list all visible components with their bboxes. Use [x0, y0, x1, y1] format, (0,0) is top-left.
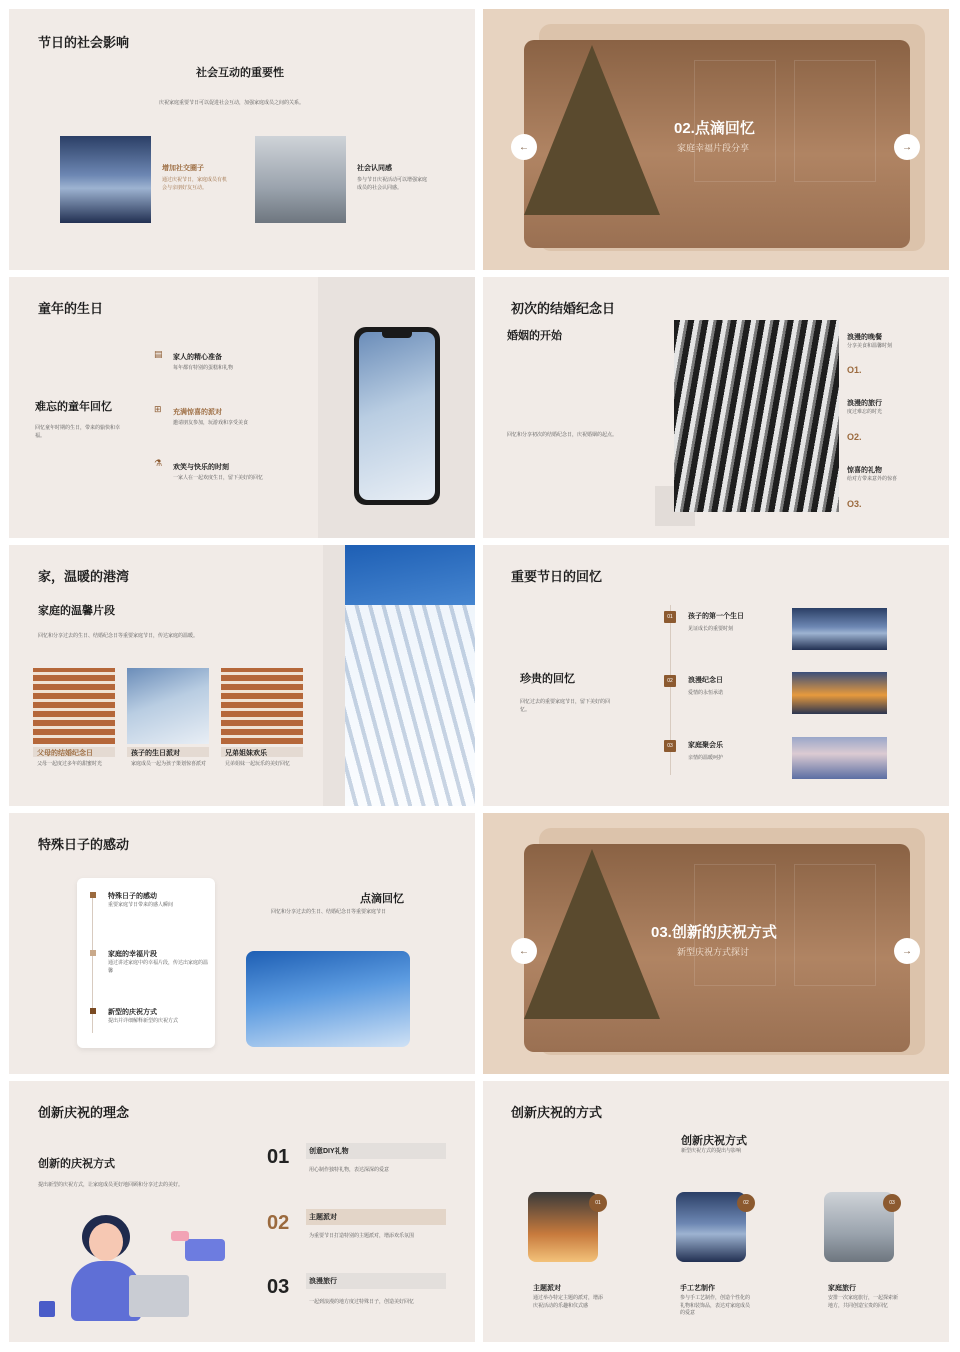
- item-title: 增加社交圈子: [162, 165, 204, 172]
- item-title: 特殊日子的感动: [108, 893, 157, 900]
- slide-first-anniversary: [483, 277, 949, 538]
- chat-bubble-icon: [185, 1239, 225, 1261]
- building-image: [33, 668, 115, 744]
- slide-subtitle: 婚姻的开始: [507, 330, 562, 342]
- mug-icon: [39, 1301, 55, 1317]
- slide-important-holidays: [483, 545, 949, 806]
- item-title: 浪漫的晚餐: [847, 334, 882, 341]
- item-desc: 家庭成员一起为孩子策划惊喜派对: [131, 761, 207, 767]
- item-desc: 每年都有特别的蛋糕和礼物: [173, 365, 234, 371]
- slide-desc: 回忆和分享过去的生日、结婚纪念日等重要家庭节日，传达家庭的温暖。: [38, 633, 199, 639]
- slide-title: 初次的结婚纪念日: [511, 301, 616, 316]
- item-title: 家庭的幸福片段: [108, 951, 157, 958]
- slide-section-03: [483, 813, 949, 1074]
- item-title: 欢笑与快乐的时刻: [173, 464, 229, 471]
- slide-title: 特殊日子的感动: [38, 837, 130, 852]
- laptop: [129, 1275, 189, 1317]
- prev-arrow-icon[interactable]: ←: [511, 938, 537, 964]
- skyscraper-image: [674, 320, 839, 512]
- building-image: [60, 136, 151, 223]
- flask-icon: ⚗: [154, 458, 163, 468]
- tall-building-image: [345, 545, 475, 806]
- building-image: [792, 608, 887, 650]
- step-badge: 02: [664, 675, 676, 687]
- wall-panel: [794, 864, 876, 986]
- slide-title: 童年的生日: [38, 301, 104, 316]
- item-title: 孩子的生日派对: [131, 750, 180, 757]
- clipboard-icon: ▤: [154, 349, 163, 359]
- right-desc: 回忆和分享过去的生日、结婚纪念日等重要家庭节日: [271, 909, 387, 915]
- left-title: 珍贵的回忆: [520, 673, 575, 685]
- chat-bubble-icon: [171, 1231, 189, 1241]
- left-desc: 回忆童年时期的生日，带来的愉快和幸福。: [35, 425, 121, 439]
- building-image: [127, 668, 209, 744]
- slide-title: 节日的社会影响: [38, 35, 130, 50]
- item-title: 主题派对: [533, 1285, 561, 1292]
- slide-desc: 庆祝家庭重要节日可以促进社会互动，加强家庭成员之间的关系。: [159, 100, 305, 106]
- item-desc: 参与节日庆祝活动可以增强家庭成员的社会认同感。: [357, 177, 428, 191]
- item-title: 家庭旅行: [828, 1285, 856, 1292]
- slide-title: 家，温暖的港湾: [38, 569, 130, 584]
- facade-stripes: [345, 605, 475, 806]
- step-badge: 01: [664, 611, 676, 623]
- step-number: 01: [267, 1146, 290, 1168]
- item-desc: 用心制作独特礼物，表达深深的爱意: [309, 1167, 390, 1173]
- item-desc: 通过讲述家庭中的幸福片段，传达出家庭的温馨: [108, 960, 209, 974]
- slide-desc: 回忆和分享初次的结婚纪念日，庆祝婚姻的起点。: [507, 432, 618, 438]
- tree-icon: [524, 849, 660, 1019]
- slide-childhood-birthday: [9, 277, 475, 538]
- item-title: 兄弟姐妹欢乐: [225, 750, 267, 757]
- item-desc: 度过难忘的时光: [847, 409, 883, 415]
- phone-notch: [382, 332, 412, 338]
- slide-subtitle: 社会互动的重要性: [196, 67, 284, 79]
- tree-icon: [524, 45, 660, 215]
- item-desc: 邀请朋友参加，玩游戏和享受美食: [173, 420, 249, 426]
- item-desc: 一起到浪漫的地方度过特殊日子，创造美好回忆: [309, 1299, 415, 1305]
- slide-title: 重要节日的回忆: [511, 569, 603, 584]
- next-arrow-icon[interactable]: →: [894, 938, 920, 964]
- item-title: 浪漫纪念日: [688, 677, 723, 684]
- slide-section-02: [483, 9, 949, 270]
- item-title: 手工艺制作: [680, 1285, 715, 1292]
- item-desc: 给对方带来意外的惊喜: [847, 476, 898, 482]
- section-title: 02.点滴回忆: [674, 120, 755, 137]
- step-number: 02: [737, 1194, 755, 1212]
- section-subtitle: 新型庆祝方式探讨: [677, 947, 750, 957]
- item-title: 父母的结婚纪念日: [37, 750, 93, 757]
- item-title: 惊喜的礼物: [847, 467, 882, 474]
- left-title: 创新的庆祝方式: [38, 1158, 115, 1170]
- item-title: 充满惊喜的派对: [173, 409, 222, 416]
- item-number: O2.: [847, 432, 862, 442]
- item-desc: 见证成长的重要时刻: [688, 626, 734, 632]
- bullet-icon: [90, 1008, 96, 1014]
- item-title: 家庭聚会乐: [688, 742, 723, 749]
- slide-special-days: [9, 813, 475, 1074]
- item-title: 孩子的第一个生日: [688, 613, 744, 620]
- step-number: 03: [267, 1276, 290, 1298]
- section-title: 03.创新的庆祝方式: [651, 924, 777, 941]
- left-desc: 回忆过去的重要家庭节日，留下美好的回忆。: [520, 699, 611, 713]
- slide-title: 创新庆祝的理念: [38, 1105, 130, 1120]
- building-image: [221, 668, 303, 744]
- phone-screen-image: [359, 332, 435, 500]
- item-desc: 亲情的温暖呵护: [688, 755, 724, 761]
- left-desc: 提出新型的庆祝方式，让家庭成员更好地回顾和分享过去的美好。: [38, 1182, 184, 1188]
- slide-title: 创新庆祝的方式: [511, 1105, 603, 1120]
- item-desc: 提出并详细解释新型的庆祝方式: [108, 1018, 179, 1024]
- sunset-building-image: [528, 1192, 598, 1262]
- item-desc: 父母一起度过多年的甜蜜时光: [37, 761, 103, 767]
- glass-building-image: [676, 1192, 746, 1262]
- step-number: 03: [883, 1194, 901, 1212]
- next-arrow-icon[interactable]: →: [894, 134, 920, 160]
- item-desc: 通过举办特定主题的派对，增添庆祝活动的乐趣和仪式感: [533, 1295, 604, 1309]
- item-desc: 参与手工艺制作，创造个性化的礼物和装饰品，表达对家庭成员的爱意: [680, 1295, 751, 1316]
- slide-desc: 新型庆祝方式的提出与影响: [681, 1148, 742, 1154]
- building-image: [255, 136, 346, 223]
- bullet-icon: [90, 892, 96, 898]
- item-desc: 重要家庭节日带来的感人瞬间: [108, 902, 174, 908]
- right-title: 点滴回忆: [360, 893, 404, 905]
- hierarchy-icon: ⊞: [154, 404, 162, 414]
- person-laptop-illustration: [37, 1209, 237, 1339]
- item-title: 社会认同感: [357, 165, 392, 172]
- prev-arrow-icon[interactable]: ←: [511, 134, 537, 160]
- item-title: 新型的庆祝方式: [108, 1009, 157, 1016]
- step-badge: 03: [664, 740, 676, 752]
- slide-subtitle: 创新庆祝方式: [681, 1135, 747, 1147]
- item-title: 浪漫旅行: [309, 1278, 337, 1285]
- item-title: 浪漫的旅行: [847, 400, 882, 407]
- skyscraper-image: [246, 951, 410, 1047]
- bullet-icon: [90, 950, 96, 956]
- city-sunset-image: [792, 672, 887, 714]
- slide-innovation-methods: [483, 1081, 949, 1342]
- left-title: 难忘的童年回忆: [35, 401, 112, 413]
- item-desc: 为重要节日打造特别的主题派对，增添欢乐氛围: [309, 1233, 415, 1239]
- item-desc: 安排一次家庭旅行，一起探索新地方，共同创造宝贵的回忆: [828, 1295, 899, 1309]
- item-title: 主题派对: [309, 1214, 337, 1221]
- city-image: [792, 737, 887, 779]
- item-title: 家人的精心准备: [173, 354, 222, 361]
- item-desc: 兄弟姐妹一起玩乐的美好回忆: [225, 761, 291, 767]
- item-number: O1.: [847, 365, 862, 375]
- slide-innovation-concept: [9, 1081, 475, 1342]
- item-title: 创意DIY礼物: [309, 1148, 349, 1155]
- person-face: [89, 1223, 123, 1261]
- item-desc: 爱情的永恒承诺: [688, 690, 724, 696]
- item-desc: 一家人在一起欢度生日，留下美好的回忆: [173, 475, 264, 481]
- step-number: 01: [589, 1194, 607, 1212]
- item-desc: 通过庆祝节日，家庭成员有机会与亲朋好友互动。: [162, 177, 228, 191]
- item-desc: 分享美食和温馨时刻: [847, 343, 893, 349]
- slide-social-impact: [9, 9, 475, 270]
- wall-panel: [794, 60, 876, 182]
- step-number: 02: [267, 1212, 290, 1234]
- section-subtitle: 家庭幸福片段分享: [677, 143, 750, 153]
- item-number: O3.: [847, 499, 862, 509]
- slide-subtitle: 家庭的温馨片段: [38, 605, 115, 617]
- phone-frame: [354, 327, 440, 505]
- slide-warm-home: [9, 545, 475, 806]
